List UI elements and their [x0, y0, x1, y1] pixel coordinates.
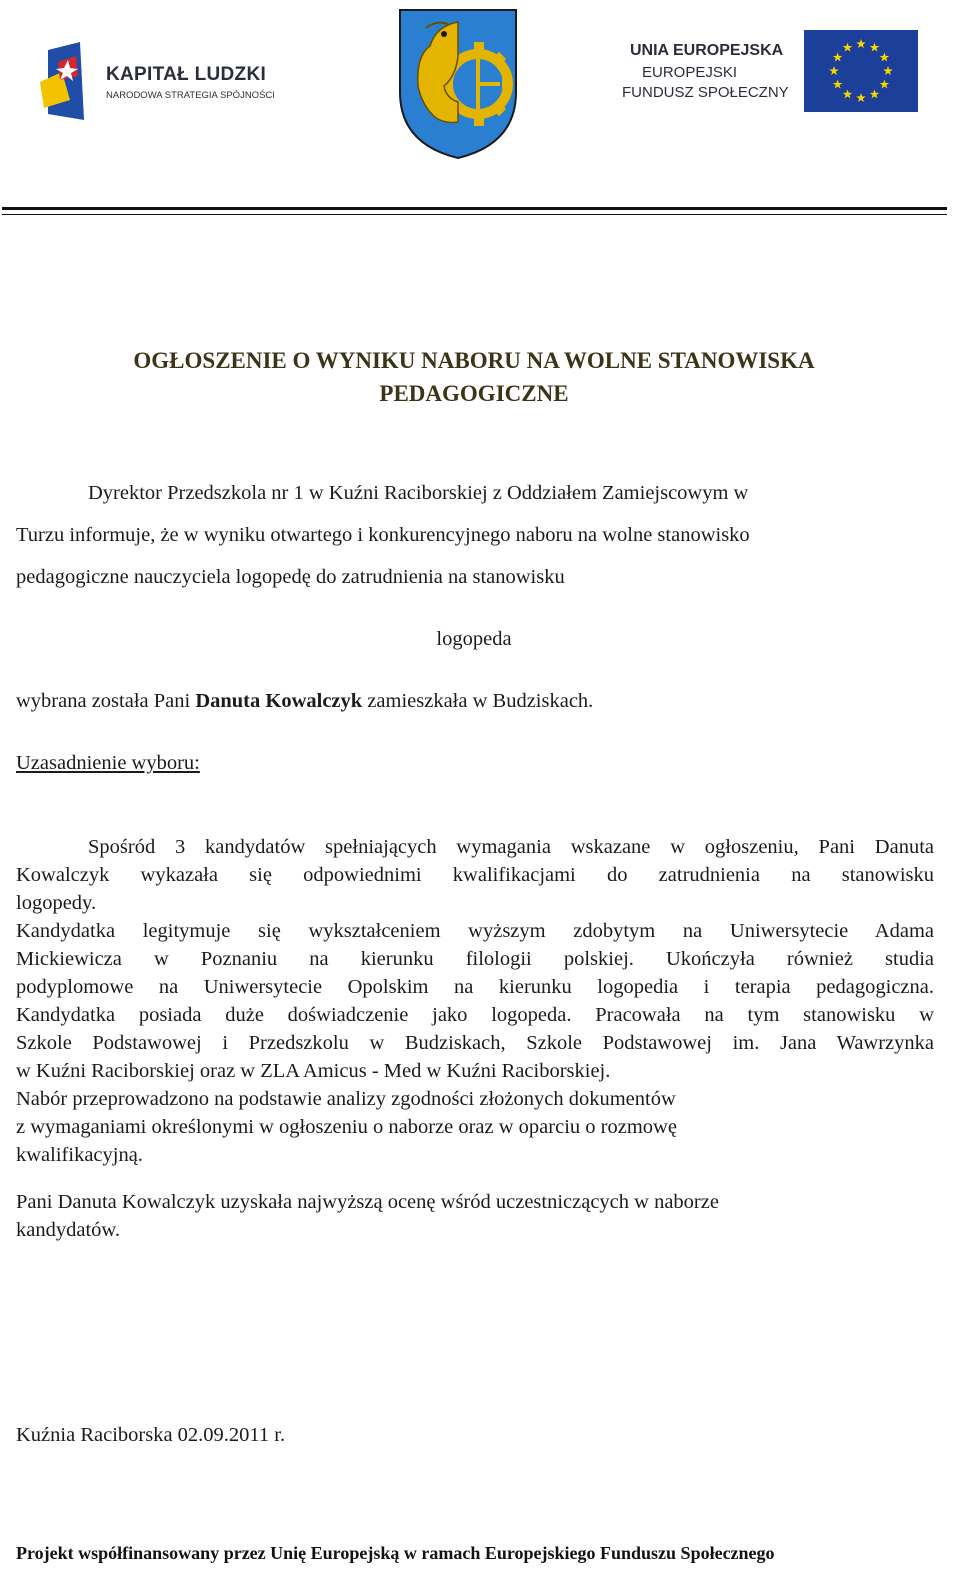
header-rule-thin	[2, 214, 947, 215]
announcement-title-line2: PEDAGOGICZNE	[379, 381, 569, 406]
chosen-candidate-line	[16, 690, 593, 713]
date-place-line: Kuźnia Raciborska 02.09.2011 r.	[16, 1424, 286, 1446]
municipal-crest	[396, 6, 520, 160]
justification-line: Kandydatka legitymuje się wykształceniem wyższym zdobytym na Uniwersytecie Adama	[16, 920, 934, 942]
justification-line: Kandydatka posiada duże doświadczenie jako logopeda. Pracowała na tym stanowisku w	[16, 1004, 934, 1026]
eu-logo-line2: EUROPEJSKI	[642, 64, 738, 81]
position-name: logopeda	[436, 628, 512, 650]
eu-fund-logo-text	[622, 40, 792, 110]
chosen-suffix: zamieszkała w Budziskach.	[367, 690, 594, 712]
kapital-ludzki-logo	[40, 42, 290, 122]
eu-logo-line3: FUNDUSZ SPOŁECZNY	[622, 84, 789, 101]
announcement-title-line1: OGŁOSZENIE O WYNIKU NABORU NA WOLNE STANOWISKA	[133, 348, 815, 373]
justification-line: Kowalczyk wykazała się odpowiednimi kwalifikacjami do zatrudnienia na stanowisku	[16, 864, 934, 886]
justification-heading: Uzasadnienie wyboru:	[16, 752, 200, 774]
justification-line: podyplomowe na Uniwersytecie Opolskim na kierunku logopedia i terapia pedagogiczna.	[16, 976, 934, 998]
crest-eagle-gear-icon	[396, 6, 520, 160]
kapital-ludzki-emblem-icon	[40, 42, 104, 122]
kapital-ludzki-name: KAPITAŁ LUDZKI	[106, 64, 267, 85]
justification-line: kwalifikacyjną.	[16, 1144, 143, 1166]
justification-line: logopedy.	[16, 892, 97, 914]
header-rule-thick	[2, 207, 947, 210]
footer-cofinancing-note: Projekt współfinansowany przez Unię Europejską w ramach Europejskiego Funduszu Społecznego	[16, 1543, 775, 1563]
justification-line: Szkole Podstawowej i Przedszkolu w Budziskach, Szkole Podstawowej im. Jana Wawrzynka	[16, 1032, 934, 1054]
eu-flag-stars-icon	[804, 30, 918, 112]
justification-line: Nabór przeprowadzono na podstawie analizy zgodności złożonych dokumentów	[16, 1088, 676, 1110]
intro-line-1: Dyrektor Przedszkola nr 1 w Kuźni Raciborskiej z Oddziałem Zamiejscowym w	[88, 482, 749, 504]
justification-line: w Kuźni Raciborskiej oraz w ZLA Amicus - Med w Kuźni Raciborskiej.	[16, 1060, 611, 1082]
result-line-1: Pani Danuta Kowalczyk uzyskała najwyższą ocenę wśród uczestniczących w naborze	[16, 1191, 719, 1213]
kapital-ludzki-subtitle: NARODOWA STRATEGIA SPÓJNOŚCI	[106, 90, 275, 101]
chosen-prefix: wybrana została Pani	[16, 690, 191, 712]
justification-line: z wymaganiami określonymi w ogłoszeniu o naborze oraz w oparciu o rozmowę	[16, 1116, 677, 1138]
intro-line-2: Turzu informuje, że w wyniku otwartego i konkurencyjnego naboru na wolne stanowisko	[16, 524, 750, 546]
justification-line: Mickiewicza w Poznaniu na kierunku filologii polskiej. Ukończyła również studia	[16, 948, 934, 970]
eu-flag	[804, 30, 918, 112]
eu-logo-line1: UNIA EUROPEJSKA	[630, 42, 784, 59]
chosen-name: Danuta Kowalczyk	[195, 690, 363, 712]
justification-line: Spośród 3 kandydatów spełniających wymagania wskazane w ogłoszeniu, Pani Danuta	[88, 836, 934, 858]
intro-line-3: pedagogiczne nauczyciela logopedę do zatrudnienia na stanowisku	[16, 566, 565, 588]
result-line-2: kandydatów.	[16, 1219, 120, 1241]
